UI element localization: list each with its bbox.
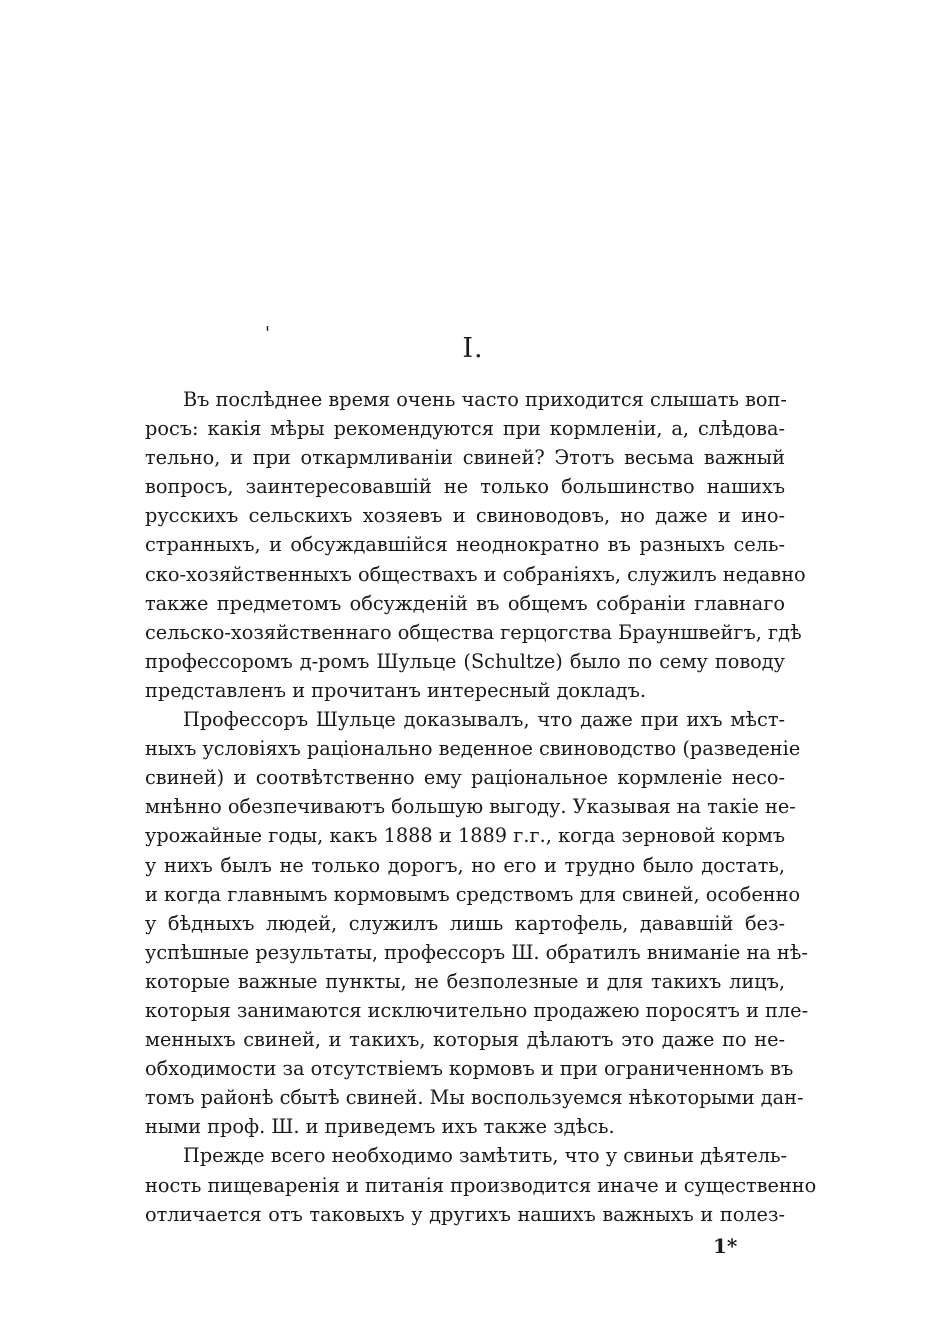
text-line: свиней) и соотвѣтственно ему раціональное кормленіе несо- xyxy=(145,766,785,790)
text-line: у нихъ былъ не только дорогъ, но его и трудно было достать, xyxy=(145,853,785,877)
text-line: Прежде всего необходимо замѣтить, что у свиньи дѣятель- xyxy=(183,1144,788,1168)
signature-mark: 1* xyxy=(713,1234,738,1258)
stray-mark: ' xyxy=(265,323,270,344)
text-line: росъ: какія мѣры рекомендуются при кормленіи, а, слѣдова- xyxy=(145,417,785,441)
text-line: у бѣдныхъ людей, служилъ лишь картофель, дававшій без- xyxy=(145,911,785,935)
chapter-heading: I. xyxy=(462,333,484,364)
body-text xyxy=(145,385,817,1229)
text-line: также предметомъ обсужденій въ общемъ собраніи главнаго xyxy=(145,591,785,615)
text-line: урожайные годы, какъ 1888 и 1889 г.г., когда зерновой кормъ xyxy=(145,824,785,848)
text-line: и когда главнымъ кормовымъ средствомъ для свиней, особенно xyxy=(145,882,801,906)
paragraph-1 xyxy=(145,385,806,705)
text-line: ско-хозяйственныхъ обществахъ и собраніяхъ, служилъ недавно xyxy=(145,562,806,586)
paragraph-2 xyxy=(145,705,809,1141)
text-line: представленъ и прочитанъ интересный докладъ. xyxy=(145,678,647,702)
text-line: обходимости за отсутствіемъ кормовъ и при ограниченномъ въ xyxy=(145,1057,794,1081)
text-line: профессоромъ д-ромъ Шульце (Schultze) было по сему поводу xyxy=(145,649,785,673)
text-line: Въ послѣднее время очень часто приходится слышать воп- xyxy=(183,388,787,411)
text-line: отличается отъ таковыхъ у другихъ нашихъ важныхъ и полез- xyxy=(145,1202,785,1226)
text-line: которые важные пункты, не безполезные и для такихъ лицъ, xyxy=(145,969,785,993)
text-line: ность пищеваренія и питанія производится иначе и существенно xyxy=(145,1173,817,1197)
text-line: тельно, и при откармливаніи свиней? Этотъ весьма важный xyxy=(145,446,785,470)
text-line: странныхъ, и обсуждавшійся неоднократно въ разныхъ сель- xyxy=(145,533,785,557)
text-line: мнѣнно обезпечиваютъ большую выгоду. Указывая на такіе не- xyxy=(145,795,796,819)
text-line: сельско-хозяйственнаго общества герцогства Брауншвейгъ, гдѣ xyxy=(145,620,802,644)
text-line: менныхъ свиней, и такихъ, которыя дѣлаютъ это даже по не- xyxy=(145,1028,785,1052)
text-line: успѣшные результаты, профессоръ Ш. обратилъ вниманіе на нѣ- xyxy=(145,940,808,964)
text-line: ными проф. Ш. и приведемъ ихъ также здѣсь. xyxy=(145,1115,615,1139)
text-line: томъ районѣ сбытѣ свиней. Мы воспользуемся нѣкоторыми дан- xyxy=(145,1086,804,1110)
text-line: ныхъ условіяхъ раціонально веденное свиноводство (разведеніе xyxy=(145,737,801,761)
text-line: вопросъ, заинтересовавшій не только большинство нашихъ xyxy=(145,475,785,499)
paragraph-3 xyxy=(145,1141,817,1228)
text-line: Профессоръ Шульце доказывалъ, что даже при ихъ мѣст- xyxy=(183,708,785,732)
text-line: которыя занимаются исключительно продажею поросятъ и пле- xyxy=(145,998,809,1022)
text-line: русскихъ сельскихъ хозяевъ и свиноводовъ, но даже и ино- xyxy=(145,504,785,528)
